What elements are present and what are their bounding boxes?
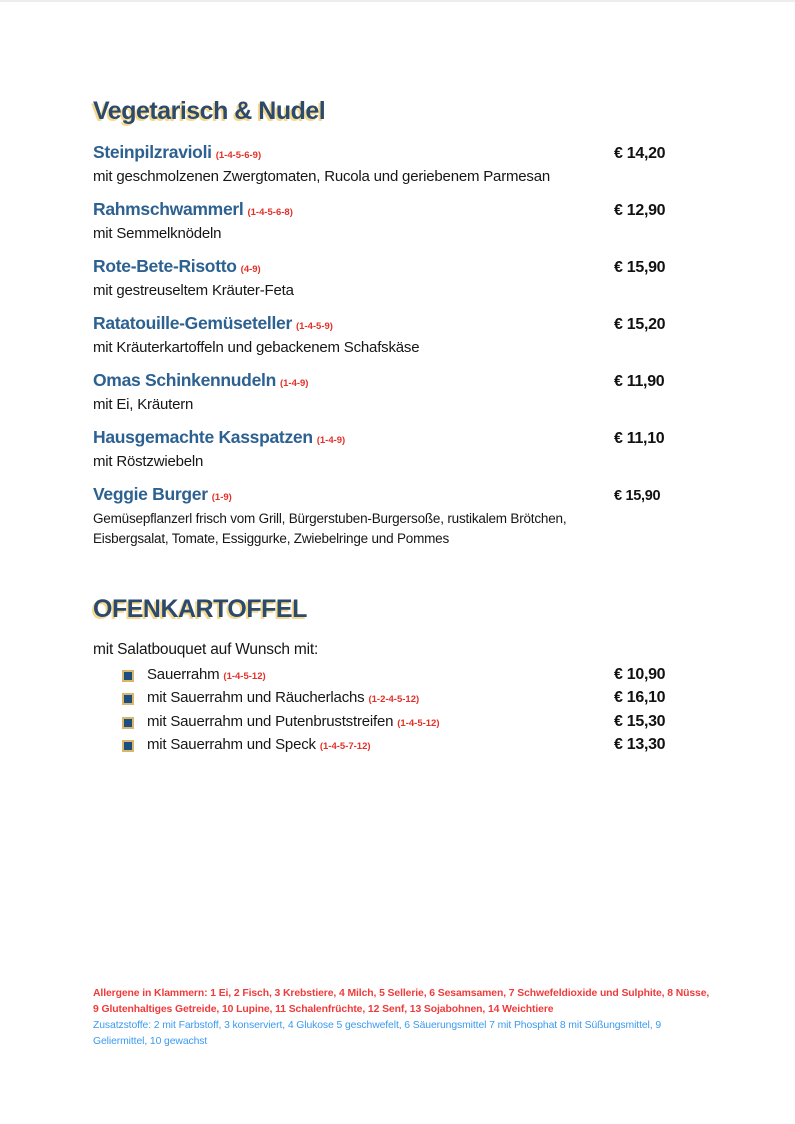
dish-description: mit gestreuseltem Kräuter-Feta <box>93 282 294 299</box>
square-bullet-icon <box>122 717 134 729</box>
menu-item <box>93 255 710 301</box>
dish-name-line <box>93 198 614 224</box>
dish-name: Hausgemachte Kasspatzen <box>93 427 313 447</box>
menu-item-head <box>93 255 710 281</box>
dish-price: € 15,90 <box>614 259 666 276</box>
dish-name-line <box>93 312 614 338</box>
dish-name: Steinpilzravioli <box>93 142 212 162</box>
dish-name: Rote-Bete-Risotto <box>93 256 237 276</box>
menu-item <box>93 369 710 415</box>
option-allergen-codes: (1-2-4-5-12) <box>368 694 420 706</box>
square-bullet-icon <box>122 740 134 752</box>
section-vegetarisch-nudel <box>93 96 710 560</box>
dish-name: Omas Schinkennudeln <box>93 370 276 390</box>
ofenkartoffel-intro: mit Salatbouquet auf Wunsch mit: <box>93 641 319 658</box>
option-label-line <box>93 734 614 757</box>
dish-description: mit geschmolzenen Zwergtomaten, Rucola und geriebenem Parmesan <box>93 168 551 185</box>
dish-price: € 15,20 <box>614 316 666 333</box>
menu-item-head <box>93 426 710 452</box>
menu-item <box>93 141 710 187</box>
ofenkartoffel-option <box>93 734 710 757</box>
menu-item <box>93 426 710 472</box>
option-label: mit Sauerrahm und Räucherlachs <box>147 689 365 707</box>
dish-description: mit Ei, Kräutern <box>93 396 194 413</box>
dish-name-line <box>93 426 614 452</box>
ofenkartoffel-option <box>93 711 710 734</box>
dish-allergen-codes: (4-9) <box>240 264 261 275</box>
dish-price: € 12,90 <box>614 202 666 219</box>
menu-item-head <box>93 312 710 338</box>
option-label-line <box>93 711 614 734</box>
menu-item-head <box>93 141 710 167</box>
dish-name: Rahmschwammerl <box>93 199 244 219</box>
option-text <box>147 687 419 710</box>
section-title-ofenkartoffel: OFENKARTOFFEL <box>93 595 307 623</box>
option-price: € 13,30 <box>614 736 666 754</box>
menu-item <box>93 198 710 244</box>
dish-price: € 11,10 <box>614 430 665 447</box>
menu-item <box>93 483 710 549</box>
option-allergen-codes: (1-4-5-7-12) <box>319 741 371 753</box>
menu-item-head <box>93 198 710 224</box>
menu-item-list <box>93 141 710 549</box>
menu-item-head <box>93 369 710 395</box>
dish-name-line <box>93 483 614 509</box>
dish-price: € 11,90 <box>614 373 665 390</box>
ofenkartoffel-option <box>93 687 710 710</box>
dish-name-line <box>93 255 614 281</box>
dish-description: mit Kräuterkartoffeln und gebackenem Schafskäse <box>93 339 420 356</box>
dish-price: € 15,90 <box>614 488 661 504</box>
option-text <box>147 664 266 687</box>
option-price: € 10,90 <box>614 666 666 683</box>
dish-allergen-codes: (1-4-5-6-9) <box>215 150 262 161</box>
option-label: Sauerrahm <box>147 666 220 683</box>
square-bullet-icon <box>122 670 134 682</box>
option-allergen-codes: (1-4-5-12) <box>397 717 440 729</box>
dish-description: mit Semmelknödeln <box>93 225 222 242</box>
option-label-line <box>93 664 614 687</box>
dish-name-line <box>93 369 614 395</box>
ofenkartoffel-option <box>93 664 710 687</box>
dish-price: € 14,20 <box>614 145 666 162</box>
additives-legend: Zusatzstoffe: 2 mit Farbstoff, 3 konserviert, 4 Glukose 5 geschwefelt, 6 Säuerungsmittel 7 mit Phosphat 8 mit Süßungsmittel, 9 Geliermittel, 10 gewachst <box>93 1020 662 1047</box>
dish-description: mit Röstzwiebeln <box>93 453 204 470</box>
option-text <box>147 711 440 734</box>
dish-allergen-codes: (1-4-9) <box>279 378 309 389</box>
menu-item <box>93 312 710 358</box>
square-bullet-icon <box>122 693 134 705</box>
option-label: mit Sauerrahm und Speck <box>147 736 316 754</box>
option-text <box>147 734 371 757</box>
dish-name: Ratatouille-Gemüseteller <box>93 313 292 333</box>
option-label-line <box>93 687 614 710</box>
option-price: € 15,30 <box>614 712 666 730</box>
dish-allergen-codes: (1-4-5-6-8) <box>247 207 293 218</box>
dish-allergen-codes: (1-4-5-9) <box>295 321 333 332</box>
dish-allergen-codes: (1-4-9) <box>316 435 346 446</box>
page-top-edge <box>0 0 795 2</box>
section-ofenkartoffel <box>93 594 710 758</box>
dish-description: Gemüsepflanzerl frisch vom Grill, Bürgerstuben-Burgersoße, rustikalem Brötchen, Eisbergsalat, Tomate, Essiggurke, Zwiebelringe und Pommes <box>93 511 567 546</box>
allergen-legend: Allergene in Klammern: 1 Ei, 2 Fisch, 3 Krebstiere, 4 Milch, 5 Sellerie, 6 Sesamsamen, 7 Schwefeldioxide und Sulphite, 8 Nüsse, 9 Glutenhaltiges Getreide, 10 Lupine, 11 Schalenfrüchte, 12 Senf, 13 Sojabohnen, 14 Weichtiere <box>93 988 710 1015</box>
dish-allergen-codes: (1-9) <box>211 492 232 503</box>
ofenkartoffel-option-list <box>93 664 710 758</box>
option-allergen-codes: (1-4-5-12) <box>223 671 266 682</box>
menu-item-head <box>93 483 710 509</box>
option-label: mit Sauerrahm und Putenbruststreifen <box>147 712 394 730</box>
dish-name-line <box>93 141 614 167</box>
option-price: € 16,10 <box>614 689 666 707</box>
footer-notes <box>93 986 710 1050</box>
section-title-vegetarisch-nudel: Vegetarisch & Nudel <box>93 97 326 125</box>
dish-name: Veggie Burger <box>93 484 208 504</box>
